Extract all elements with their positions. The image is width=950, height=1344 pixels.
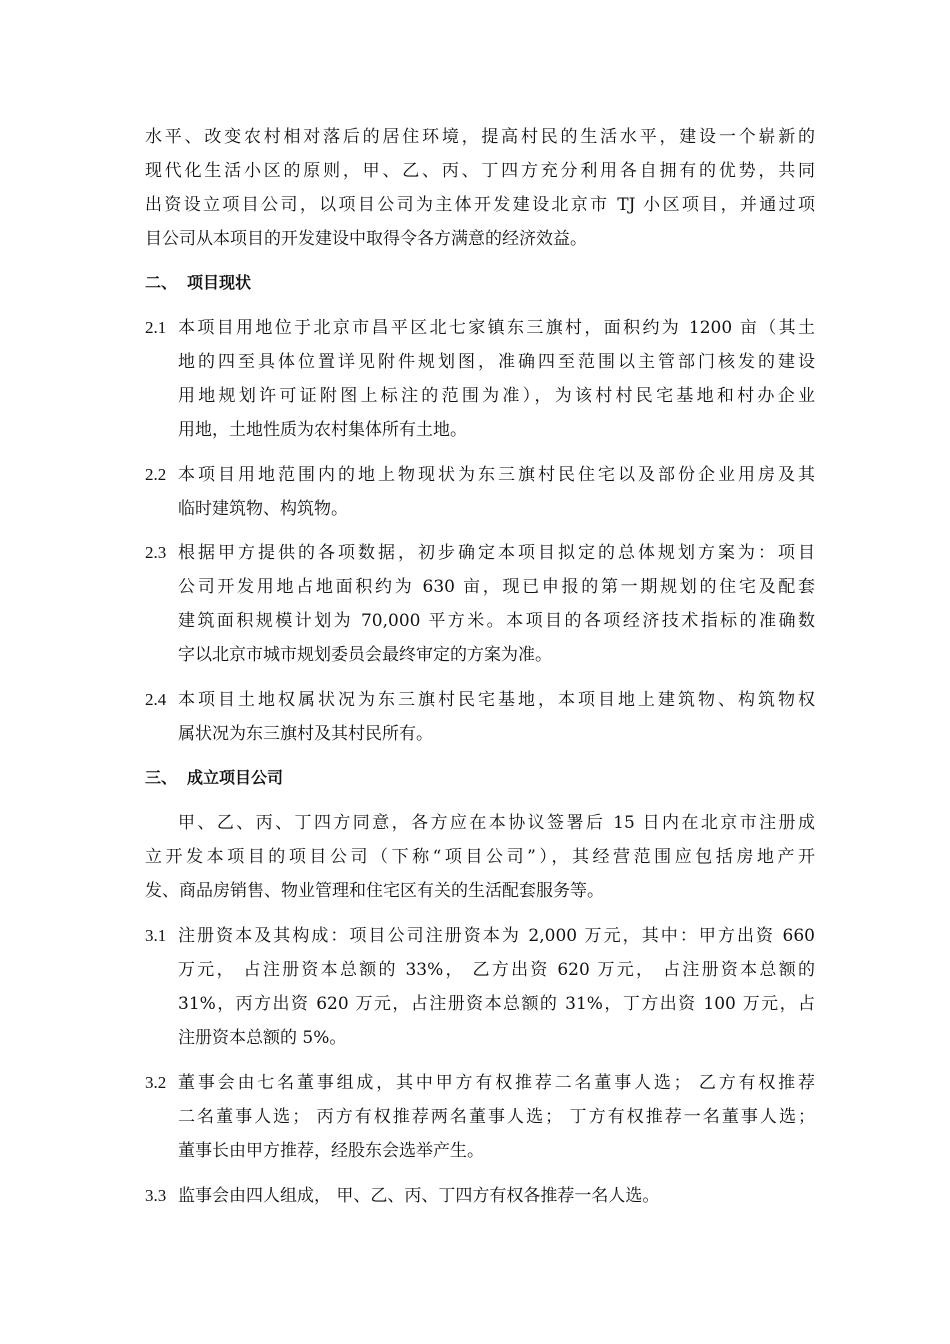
section-heading-2 xyxy=(145,273,251,293)
text-line: 地的四至具体位置详见附件规划图，准确四至范围以主管部门核发的建设 xyxy=(178,352,815,372)
text-line: 31%，丙方出资 620 万元，占注册资本总额的 31%，丁方出资 100 万元，占 xyxy=(178,994,815,1014)
text-line: 根据甲方提供的各项数据，初步确定本项目拟定的总体规划方案为：项目 xyxy=(178,543,815,563)
text-line: 监事会由四人组成， 甲、乙、丙、丁四方有权各推荐一名人选。 xyxy=(178,1186,660,1206)
text-line: 立开发本项目的项目公司（下称“项目公司”），其经营范围应包括房地产开 xyxy=(145,847,815,867)
text-line: 建筑面积规模计划为 70,000 平方米。本项目的各项经济技术指标的准确数 xyxy=(178,611,815,631)
text-line: 公司开发用地占地面积约为 630 亩，现已申报的第一期规划的住宅及配套 xyxy=(178,577,815,597)
section-number: 三、 xyxy=(145,768,178,787)
clause-number: 3.1 xyxy=(145,926,167,945)
text-line: 出资设立项目公司，以项目公司为主体开发建设北京市 TJ 小区项目，并通过项 xyxy=(145,195,815,215)
text-line: 注册资本及其构成：项目公司注册资本为 2,000 万元，其中：甲方出资 660 xyxy=(178,926,815,946)
text-line: 二名董事人选； 丙方有权推荐两名董事人选； 丁方有权推荐一名董事人选； xyxy=(178,1107,815,1127)
text-line: 目公司从本项目的开发建设中取得令各方满意的经济效益。 xyxy=(145,229,587,249)
clause-number: 2.3 xyxy=(145,543,167,562)
text-line: 发、商品房销售、物业管理和住宅区有关的生活配套服务等。 xyxy=(145,881,604,901)
clause-number: 2.2 xyxy=(145,465,167,484)
clause-number: 3.2 xyxy=(145,1073,167,1092)
text-line: 用地，土地性质为农村集体所有土地。 xyxy=(178,420,467,440)
text-line: 临时建筑物、构筑物。 xyxy=(178,499,348,519)
text-line: 注册资本总额的 5%。 xyxy=(178,1028,347,1048)
text-line: 董事长由甲方推荐，经股东会选举产生。 xyxy=(178,1141,484,1161)
clause-number: 3.3 xyxy=(145,1186,167,1205)
text-line: 甲、乙、丙、丁四方同意，各方应在本协议签署后 15 日内在北京市注册成 xyxy=(178,813,815,833)
clause-number: 2.4 xyxy=(145,690,167,709)
text-line: 字以北京市城市规划委员会最终审定的方案为准。 xyxy=(178,645,552,665)
text-line: 本项目土地权属状况为东三旗村民宅基地，本项目地上建筑物、构筑物权 xyxy=(178,690,815,710)
text-line: 本项目用地范围内的地上物现状为东三旗村民住宅以及部份企业用房及其 xyxy=(178,465,815,485)
text-line: 水平、改变农村相对落后的居住环境，提高村民的生活水平，建设一个崭新的 xyxy=(145,127,815,147)
section-number: 二、 xyxy=(145,273,178,292)
clause-number: 2.1 xyxy=(145,318,167,337)
text-line: 万元， 占注册资本总额的 33%， 乙方出资 620 万元， 占注册资本总额的 xyxy=(178,960,815,980)
section-title: 项目现状 xyxy=(187,273,252,292)
text-line: 本项目用地位于北京市昌平区北七家镇东三旗村，面积约为 1200 亩（其土 xyxy=(178,318,815,338)
text-line: 董事会由七名董事组成，其中甲方有权推荐二名董事人选； 乙方有权推荐 xyxy=(178,1073,815,1093)
text-line: 现代化生活小区的原则，甲、乙、丙、丁四方充分利用各自拥有的优势，共同 xyxy=(145,161,815,181)
text-line: 用地规划许可证附图上标注的范围为准），为该村村民宅基地和村办企业 xyxy=(178,386,815,406)
section-heading-3 xyxy=(145,768,283,788)
section-title: 成立项目公司 xyxy=(187,768,284,787)
text-line: 属状况为东三旗村及其村民所有。 xyxy=(178,724,433,744)
